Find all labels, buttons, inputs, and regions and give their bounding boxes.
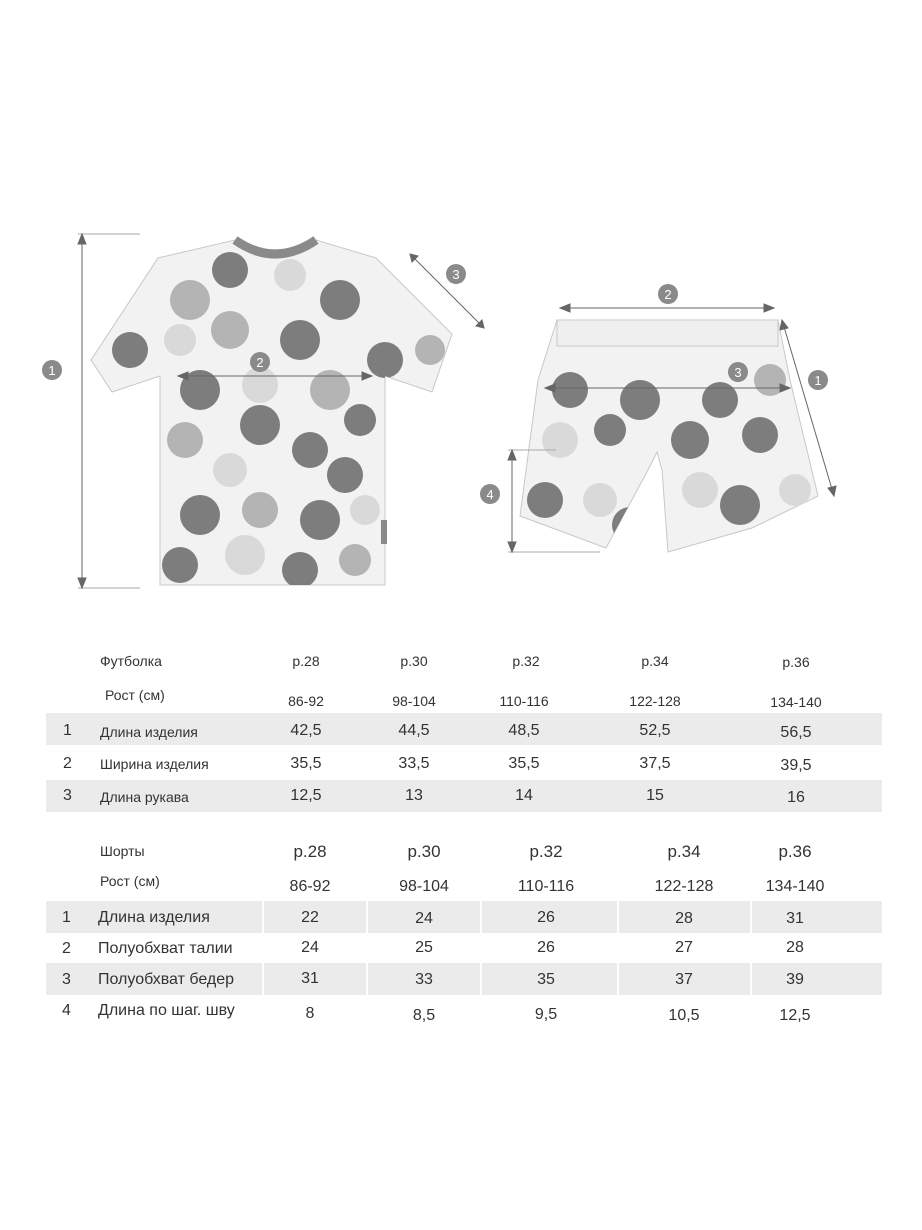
marker-label: 1 <box>48 363 56 378</box>
table-cell: 35,5 <box>290 755 322 772</box>
column-separator <box>366 963 368 995</box>
column-separator <box>480 901 482 933</box>
table-cell: 37 <box>675 971 693 988</box>
height-header: 86-92 <box>289 878 331 895</box>
table-cell: 56,5 <box>780 724 812 741</box>
table-cell: 24 <box>301 939 319 956</box>
height-header: 122-128 <box>654 878 714 895</box>
row-number: 3 <box>62 971 71 988</box>
marker-label: 2 <box>256 355 264 370</box>
row-number: 1 <box>63 722 72 739</box>
marker-label: 3 <box>734 365 742 380</box>
table-cell: 12,5 <box>290 787 322 804</box>
table-cell: 22 <box>301 909 319 926</box>
column-separator <box>750 963 752 995</box>
size-header: р.32 <box>512 653 540 669</box>
table-cell: 42,5 <box>290 722 322 739</box>
table-cell: 28 <box>786 939 804 956</box>
size-header: р.34 <box>667 842 701 861</box>
table-cell: 16 <box>787 789 805 806</box>
column-separator <box>262 963 264 995</box>
table-cell: 28 <box>675 910 693 927</box>
table-cell: 52,5 <box>639 722 671 739</box>
row-number: 2 <box>63 755 72 772</box>
row-label: Длина рукава <box>100 789 189 805</box>
column-separator <box>617 901 619 933</box>
column-separator <box>480 963 482 995</box>
height-header: 134-140 <box>765 878 825 895</box>
column-separator <box>366 901 368 933</box>
row-label: Полуобхват талии <box>98 940 233 957</box>
table-cell: 31 <box>786 910 804 927</box>
row-label: Полуобхват бедер <box>98 971 235 988</box>
height-header: 86-92 <box>288 693 324 709</box>
table-cell: 39,5 <box>780 757 812 774</box>
height-header: 98-104 <box>399 878 449 895</box>
height-header: 98-104 <box>392 693 436 709</box>
size-header: р.36 <box>782 654 810 670</box>
table-cell: 9,5 <box>534 1006 558 1023</box>
marker-label: 1 <box>814 373 822 388</box>
row-label: Длина изделия <box>100 724 198 740</box>
column-separator <box>262 901 264 933</box>
height-header: 134-140 <box>770 694 822 710</box>
table-cell: 31 <box>301 970 319 987</box>
row-number: 2 <box>62 940 71 957</box>
row-label: Длина по шаг. шву <box>98 1002 235 1019</box>
marker-label: 2 <box>664 287 672 302</box>
height-header: 110-116 <box>517 878 575 895</box>
table-cell: 37,5 <box>639 755 671 772</box>
table-cell: 35 <box>537 971 555 988</box>
row-label: Длина изделия <box>98 909 210 926</box>
tshirt-table-title: Футболка <box>100 653 162 669</box>
table-cell: 13 <box>405 787 423 804</box>
row-number: 1 <box>62 909 71 926</box>
table-cell: 26 <box>537 939 555 956</box>
table-cell: 35,5 <box>508 755 540 772</box>
table-cell: 48,5 <box>508 722 540 739</box>
table-cell: 10,5 <box>668 1007 700 1024</box>
table-cell: 25 <box>415 939 433 956</box>
column-separator <box>750 901 752 933</box>
row-number: 4 <box>62 1002 71 1019</box>
table-cell: 33 <box>415 971 433 988</box>
size-header: р.28 <box>292 653 320 669</box>
table-cell: 12,5 <box>779 1007 811 1024</box>
table-cell: 26 <box>537 909 555 926</box>
table-cell: 33,5 <box>398 755 430 772</box>
table-cell: 44,5 <box>398 722 430 739</box>
height-header: 110-116 <box>499 693 549 709</box>
table-cell: 15 <box>646 787 664 804</box>
table-cell: 8 <box>305 1005 315 1022</box>
marker-label: 4 <box>486 487 494 502</box>
size-header: р.28 <box>293 842 327 861</box>
table-cell: 8,5 <box>412 1007 436 1024</box>
row-label: Ширина изделия <box>100 756 209 772</box>
table-cell: 14 <box>515 787 533 804</box>
size-header: р.30 <box>407 842 441 861</box>
height-header: 122-128 <box>629 693 681 709</box>
column-separator <box>617 963 619 995</box>
shorts-height-label: Рост (см) <box>100 873 160 889</box>
tshirt-height-label: Рост (см) <box>105 687 165 703</box>
size-header: р.32 <box>529 842 563 861</box>
size-header: р.36 <box>778 842 812 861</box>
size-header: р.30 <box>400 653 428 669</box>
size-header: р.34 <box>641 653 669 669</box>
row-number: 3 <box>63 787 72 804</box>
shorts-table-title: Шорты <box>100 843 145 859</box>
marker-label: 3 <box>452 267 460 282</box>
table-cell: 27 <box>675 939 693 956</box>
table-cell: 24 <box>415 910 433 927</box>
table-cell: 39 <box>786 971 804 988</box>
